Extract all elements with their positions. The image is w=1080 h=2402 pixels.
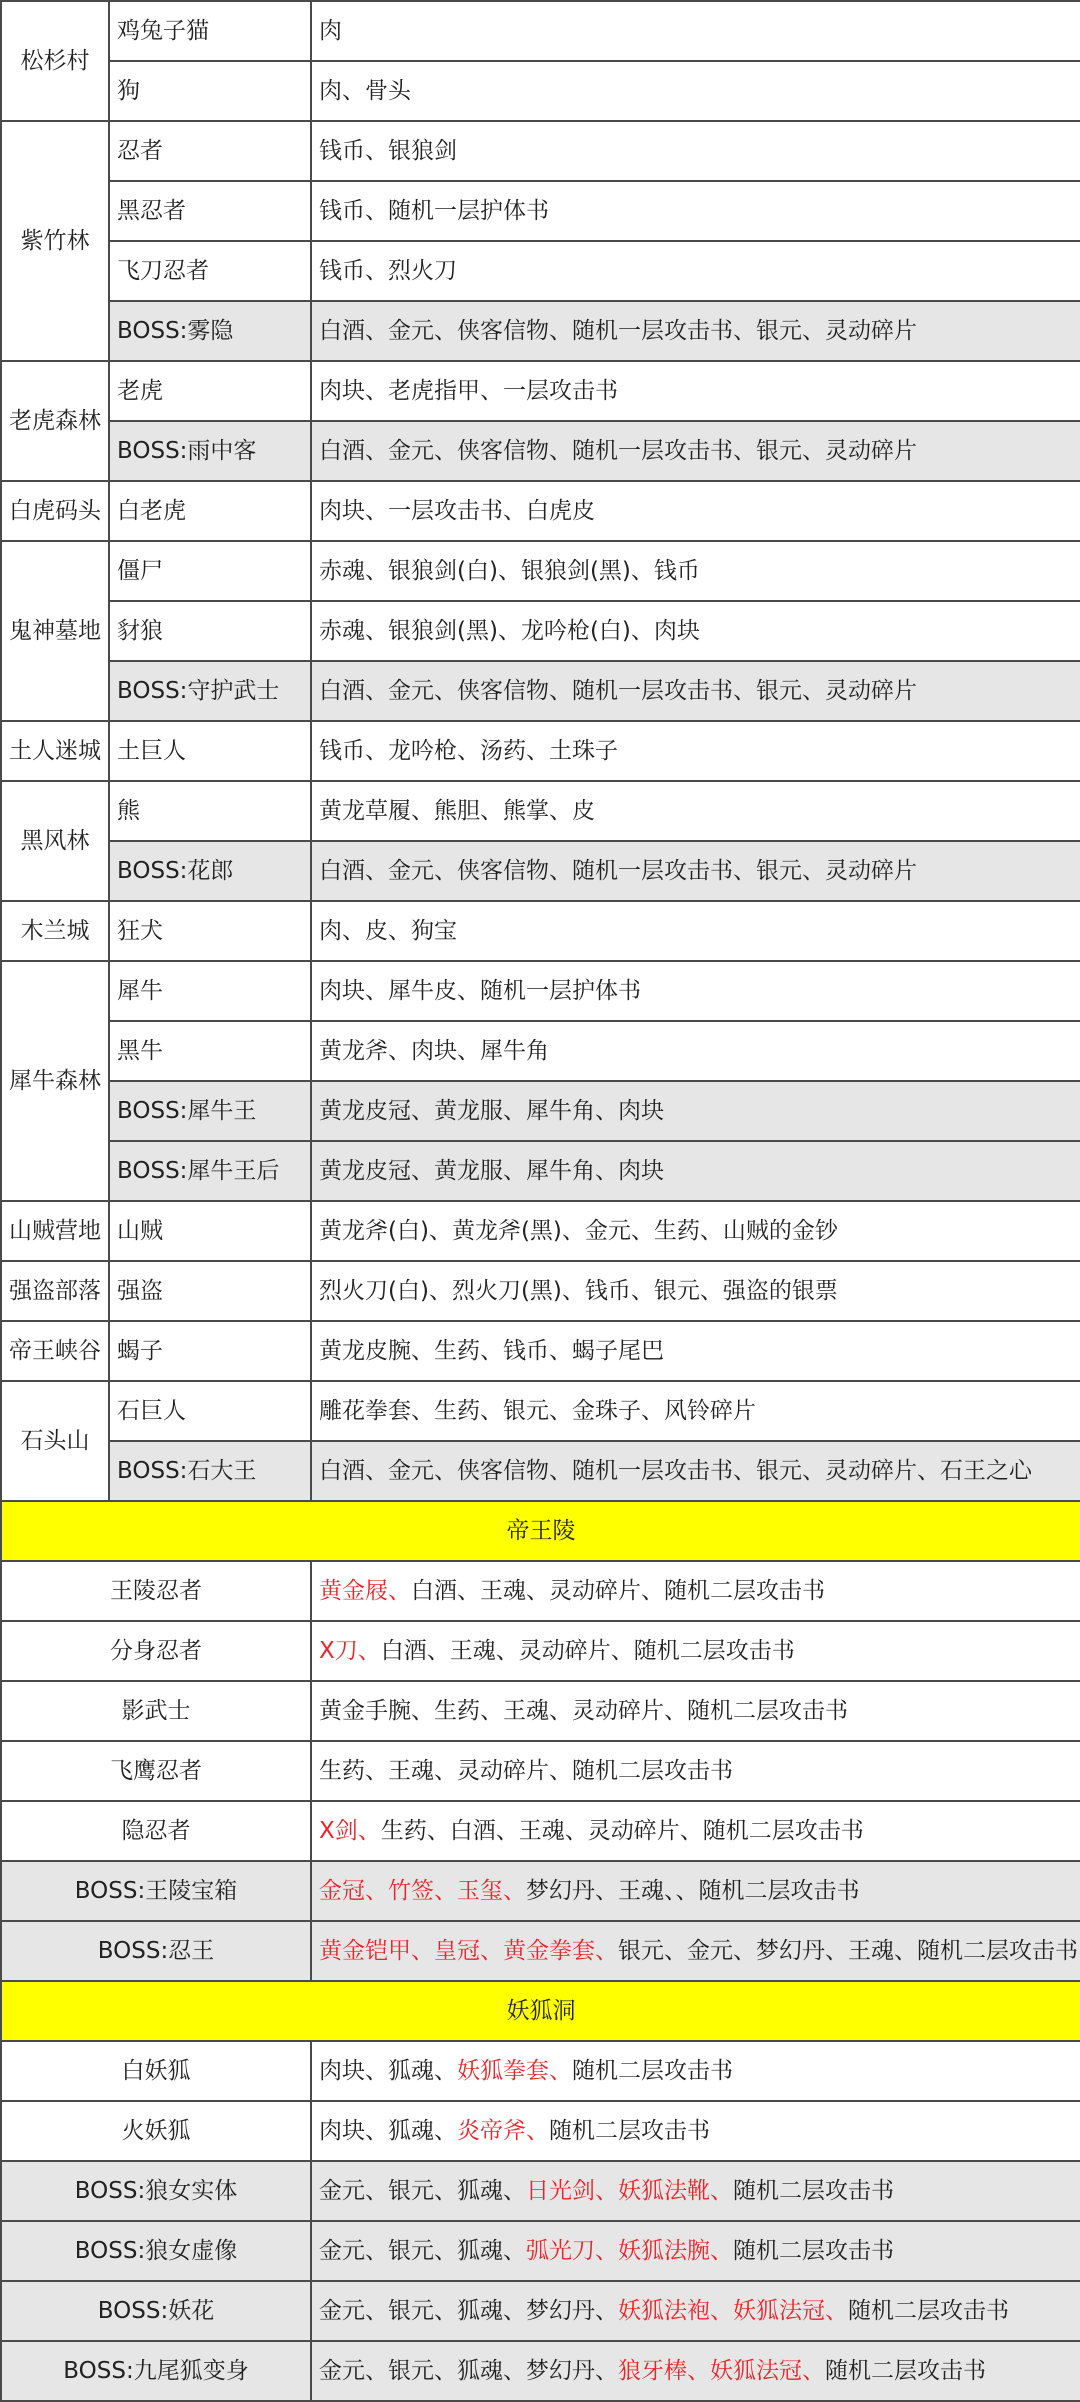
boss-row <box>1 301 1080 361</box>
drops-text: 金元、银元、狐魂、 <box>319 2237 526 2264</box>
drops-cell: 白酒、金元、侠客信物、随机一层攻击书、银元、灵动碎片、石王之心 <box>311 1441 1080 1501</box>
table-row <box>1 1201 1080 1261</box>
drops-cell: 烈火刀(白)、烈火刀(黑)、钱币、银元、强盗的银票 <box>311 1261 1080 1321</box>
mob-name-cell: BOSS:狼女实体 <box>1 2161 311 2221</box>
drops-cell: 肉、皮、狗宝 <box>311 901 1080 961</box>
mob-name-cell: BOSS:雾隐 <box>109 301 311 361</box>
table-row <box>1 481 1080 541</box>
drops-cell: 白酒、金元、侠客信物、随机一层攻击书、银元、灵动碎片 <box>311 841 1080 901</box>
mob-name-cell: 山贼 <box>109 1201 311 1261</box>
drops-cell: 黄龙皮腕、生药、钱币、蝎子尾巴 <box>311 1321 1080 1381</box>
region-cell: 帝王峡谷 <box>1 1321 109 1381</box>
mob-name-cell: 豺狼 <box>109 601 311 661</box>
mob-name-cell: 狗 <box>109 61 311 121</box>
mob-name-cell: 隐忍者 <box>1 1801 311 1861</box>
mob-name-cell: BOSS:犀牛王后 <box>109 1141 311 1201</box>
table-row <box>1 1801 1080 1861</box>
drops-cell: 黄龙皮冠、黄龙服、犀牛角、肉块 <box>311 1081 1080 1141</box>
region-cell: 木兰城 <box>1 901 109 961</box>
table-row <box>1 901 1080 961</box>
table-row <box>1 1321 1080 1381</box>
section-header-row <box>1 1501 1080 1561</box>
drops-cell: 白酒、金元、侠客信物、随机一层攻击书、银元、灵动碎片 <box>311 301 1080 361</box>
drops-cell: 赤魂、银狼剑(白)、银狼剑(黑)、钱币 <box>311 541 1080 601</box>
drops-cell: 白酒、金元、侠客信物、随机一层攻击书、银元、灵动碎片 <box>311 661 1080 721</box>
mob-name-cell: 火妖狐 <box>1 2101 311 2161</box>
drops-text: 生药、白酒、王魂、灵动碎片、随机二层攻击书 <box>380 1817 864 1844</box>
boss-row <box>1 1921 1080 1981</box>
drops-cell: 肉块、犀牛皮、随机一层护体书 <box>311 961 1080 1021</box>
region-cell: 山贼营地 <box>1 1201 109 1261</box>
table-row <box>1 1021 1080 1081</box>
mob-name-cell: 飞鹰忍者 <box>1 1741 311 1801</box>
mob-name-cell: 僵尸 <box>109 541 311 601</box>
drops-cell <box>311 1621 1080 1681</box>
boss-row <box>1 421 1080 481</box>
mob-name-cell: 鸡兔子猫 <box>109 1 311 61</box>
highlight-drops: X剑、 <box>319 1817 381 1844</box>
mob-name-cell: 狂犬 <box>109 901 311 961</box>
mob-name-cell: 黑牛 <box>109 1021 311 1081</box>
boss-row <box>1 2221 1080 2281</box>
drops-text: 随机二层攻击书 <box>733 2237 894 2264</box>
mob-name-cell: BOSS:妖花 <box>1 2281 311 2341</box>
mob-name-cell: BOSS:雨中客 <box>109 421 311 481</box>
highlight-drops: 金冠、竹签、玉玺、 <box>319 1877 526 1904</box>
drops-text: 随机二层攻击书 <box>733 2177 894 2204</box>
boss-row <box>1 661 1080 721</box>
region-cell: 白虎码头 <box>1 481 109 541</box>
drops-cell <box>311 2161 1080 2221</box>
drops-text: 银元、金元、梦幻丹、王魂、随机二层攻击书 <box>618 1937 1078 1964</box>
highlight-drops: 日光剑、妖狐法靴、 <box>526 2177 733 2204</box>
mob-name-cell: 飞刀忍者 <box>109 241 311 301</box>
table-row <box>1 241 1080 301</box>
table-row <box>1 121 1080 181</box>
drops-text: 白酒、王魂、灵动碎片、随机二层攻击书 <box>411 1577 825 1604</box>
table-row <box>1 1561 1080 1621</box>
mob-name-cell: BOSS:守护武士 <box>109 661 311 721</box>
drops-cell <box>311 2281 1080 2341</box>
table-row <box>1 61 1080 121</box>
table-row <box>1 1 1080 61</box>
drop-table-body <box>1 1 1080 2401</box>
drops-cell: 肉块、一层攻击书、白虎皮 <box>311 481 1080 541</box>
drops-cell <box>311 2221 1080 2281</box>
region-cell: 老虎森林 <box>1 361 109 481</box>
drops-cell: 赤魂、银狼剑(黑)、龙吟枪(白)、肉块 <box>311 601 1080 661</box>
boss-row <box>1 841 1080 901</box>
table-row <box>1 781 1080 841</box>
drops-cell <box>311 1561 1080 1621</box>
table-row <box>1 2041 1080 2101</box>
drops-text: 金元、银元、狐魂、梦幻丹、 <box>319 2357 618 2384</box>
drops-text: 随机二层攻击书 <box>572 2057 733 2084</box>
region-cell: 松杉村 <box>1 1 109 121</box>
mob-name-cell: 黑忍者 <box>109 181 311 241</box>
region-cell: 鬼神墓地 <box>1 541 109 721</box>
mob-name-cell: 忍者 <box>109 121 311 181</box>
highlight-drops: 炎帝斧、 <box>457 2117 549 2144</box>
drops-cell: 钱币、烈火刀 <box>311 241 1080 301</box>
boss-row <box>1 1081 1080 1141</box>
drops-cell <box>311 1801 1080 1861</box>
mob-name-cell: BOSS:石大王 <box>109 1441 311 1501</box>
table-row <box>1 1741 1080 1801</box>
drops-cell: 肉块、老虎指甲、一层攻击书 <box>311 361 1080 421</box>
region-cell: 紫竹林 <box>1 121 109 361</box>
table-row <box>1 601 1080 661</box>
boss-row <box>1 2341 1080 2401</box>
table-row <box>1 2101 1080 2161</box>
drops-cell <box>311 1861 1080 1921</box>
drops-cell: 雕花拳套、生药、银元、金珠子、风铃碎片 <box>311 1381 1080 1441</box>
drops-cell: 黄龙斧(白)、黄龙斧(黑)、金元、生药、山贼的金钞 <box>311 1201 1080 1261</box>
region-cell: 强盗部落 <box>1 1261 109 1321</box>
drops-cell <box>311 1681 1080 1741</box>
drops-text: 随机二层攻击书 <box>848 2297 1009 2324</box>
drops-cell <box>311 2341 1080 2401</box>
drops-cell: 黄龙斧、肉块、犀牛角 <box>311 1021 1080 1081</box>
highlight-drops: 黄金屐、 <box>319 1577 411 1604</box>
drops-cell <box>311 2101 1080 2161</box>
drops-text: 黄金手腕、生药、王魂、灵动碎片、随机二层攻击书 <box>319 1697 848 1724</box>
boss-row <box>1 1141 1080 1201</box>
mob-name-cell: BOSS:狼女虚像 <box>1 2221 311 2281</box>
drops-cell: 肉、骨头 <box>311 61 1080 121</box>
table-row <box>1 1261 1080 1321</box>
drops-cell: 肉 <box>311 1 1080 61</box>
drops-text: 金元、银元、狐魂、 <box>319 2177 526 2204</box>
drops-cell <box>311 1921 1080 1981</box>
mob-name-cell: 老虎 <box>109 361 311 421</box>
section-title: 妖狐洞 <box>1 1981 1080 2041</box>
drops-text: 生药、王魂、灵动碎片、随机二层攻击书 <box>319 1757 733 1784</box>
region-cell: 犀牛森林 <box>1 961 109 1201</box>
drops-cell: 钱币、随机一层护体书 <box>311 181 1080 241</box>
mob-name-cell: BOSS:王陵宝箱 <box>1 1861 311 1921</box>
mob-name-cell: BOSS:九尾狐变身 <box>1 2341 311 2401</box>
mob-name-cell: 分身忍者 <box>1 1621 311 1681</box>
mob-name-cell: 强盗 <box>109 1261 311 1321</box>
drops-text: 金元、银元、狐魂、梦幻丹、 <box>319 2297 618 2324</box>
drops-cell <box>311 2041 1080 2101</box>
drops-cell: 钱币、银狼剑 <box>311 121 1080 181</box>
table-row <box>1 1681 1080 1741</box>
region-cell: 石头山 <box>1 1381 109 1501</box>
drops-cell <box>311 1741 1080 1801</box>
drops-cell: 钱币、龙吟枪、汤药、土珠子 <box>311 721 1080 781</box>
drops-cell: 黄龙草履、熊胆、熊掌、皮 <box>311 781 1080 841</box>
highlight-drops: 狼牙棒、妖狐法冠、 <box>618 2357 825 2384</box>
drops-text: 白酒、王魂、灵动碎片、随机二层攻击书 <box>380 1637 795 1664</box>
section-header-row <box>1 1981 1080 2041</box>
drops-cell: 白酒、金元、侠客信物、随机一层攻击书、银元、灵动碎片 <box>311 421 1080 481</box>
table-row <box>1 961 1080 1021</box>
mob-name-cell: 白老虎 <box>109 481 311 541</box>
mob-name-cell: BOSS:忍王 <box>1 1921 311 1981</box>
boss-row <box>1 1441 1080 1501</box>
mob-name-cell: 王陵忍者 <box>1 1561 311 1621</box>
mob-name-cell: 犀牛 <box>109 961 311 1021</box>
boss-row <box>1 2281 1080 2341</box>
table-row <box>1 181 1080 241</box>
drops-text: 梦幻丹、王魂、、随机二层攻击书 <box>526 1877 860 1904</box>
mob-name-cell: 土巨人 <box>109 721 311 781</box>
drops-text: 随机二层攻击书 <box>549 2117 710 2144</box>
drops-text: 肉块、狐魂、 <box>319 2057 457 2084</box>
boss-row <box>1 1861 1080 1921</box>
region-cell: 土人迷城 <box>1 721 109 781</box>
table-row <box>1 1621 1080 1681</box>
table-row <box>1 1381 1080 1441</box>
highlight-drops: X刀、 <box>319 1637 381 1664</box>
highlight-drops: 黄金铠甲、皇冠、黄金拳套、 <box>319 1937 618 1964</box>
drops-cell: 黄龙皮冠、黄龙服、犀牛角、肉块 <box>311 1141 1080 1201</box>
mob-name-cell: 蝎子 <box>109 1321 311 1381</box>
mob-name-cell: BOSS:花郎 <box>109 841 311 901</box>
table-row <box>1 541 1080 601</box>
mob-name-cell: 白妖狐 <box>1 2041 311 2101</box>
mob-name-cell: BOSS:犀牛王 <box>109 1081 311 1141</box>
table-row <box>1 721 1080 781</box>
section-title: 帝王陵 <box>1 1501 1080 1561</box>
drops-text: 随机二层攻击书 <box>825 2357 986 2384</box>
boss-row <box>1 2161 1080 2221</box>
mob-name-cell: 熊 <box>109 781 311 841</box>
mob-name-cell: 影武士 <box>1 1681 311 1741</box>
highlight-drops: 妖狐拳套、 <box>457 2057 572 2084</box>
mob-name-cell: 石巨人 <box>109 1381 311 1441</box>
region-cell: 黑风林 <box>1 781 109 901</box>
table-row <box>1 361 1080 421</box>
highlight-drops: 妖狐法袍、妖狐法冠、 <box>618 2297 848 2324</box>
drops-text: 肉块、狐魂、 <box>319 2117 457 2144</box>
highlight-drops: 弧光刀、妖狐法腕、 <box>526 2237 733 2264</box>
